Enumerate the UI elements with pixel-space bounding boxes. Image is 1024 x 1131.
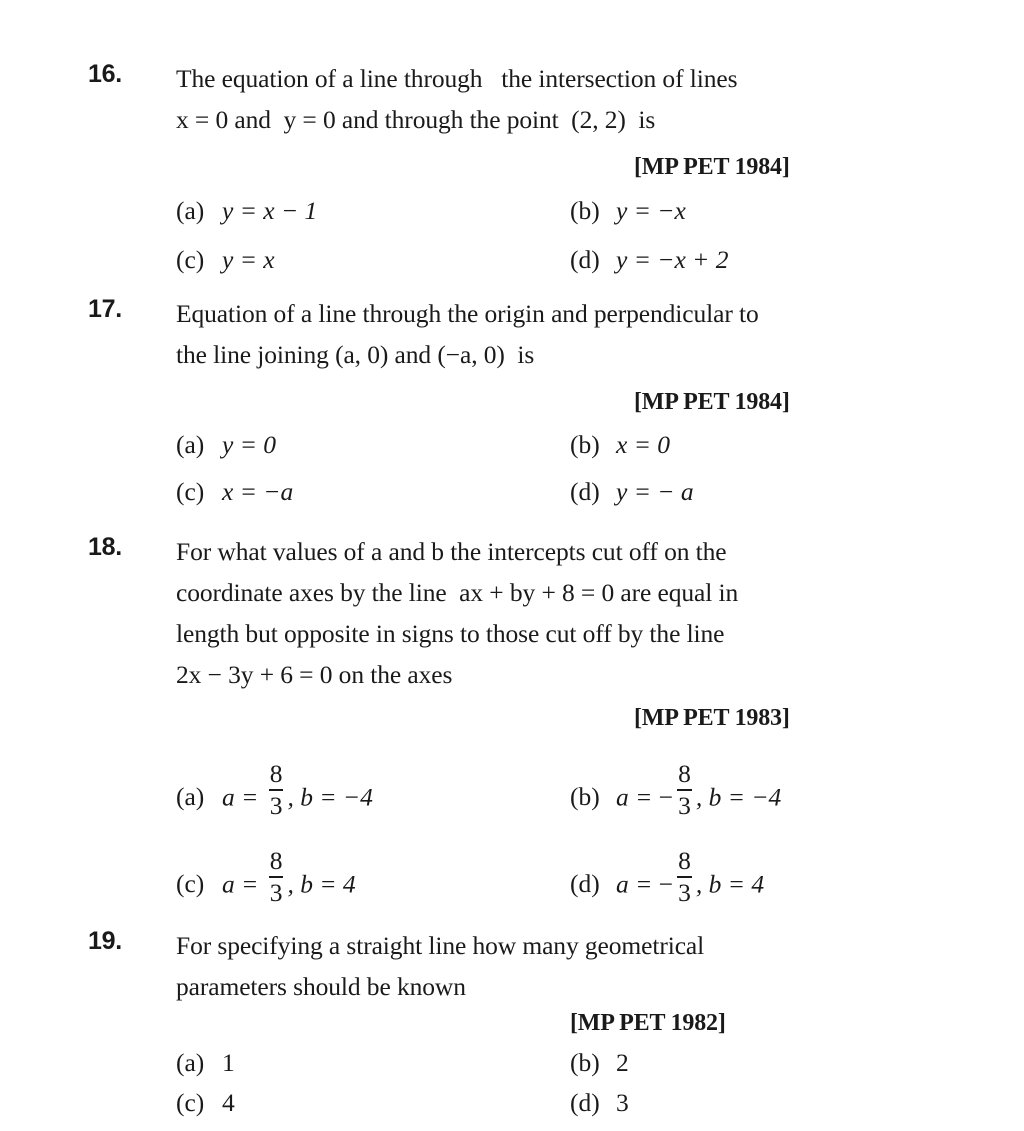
question-line: For specifying a straight line how many geometrical: [176, 931, 705, 960]
question-line: The equation of a line through the intersection of lines: [176, 64, 738, 93]
question-line: 2x − 3y + 6 = 0 on the axes: [176, 660, 453, 689]
option-19-b[interactable]: [570, 1046, 629, 1080]
option-suffix: , b = 4: [287, 869, 356, 899]
option-value: y = x − 1: [222, 196, 318, 225]
fraction-numerator: 8: [678, 758, 691, 788]
exam-tag-18: [MP PET 1983]: [634, 705, 790, 731]
question-number-16: 16.: [88, 60, 122, 88]
question-line: Equation of a line through the origin and perpendicular to: [176, 299, 759, 328]
option-label: (c): [176, 1088, 205, 1117]
option-value: y = − a: [616, 477, 694, 506]
option-17-a[interactable]: [176, 428, 276, 462]
option-19-d[interactable]: [570, 1086, 629, 1120]
fraction: [267, 845, 286, 907]
option-value: [222, 845, 356, 908]
option-label: (d): [570, 869, 600, 899]
question-text-18: [176, 531, 976, 695]
option-19-c[interactable]: [176, 1086, 235, 1120]
option-17-c[interactable]: [176, 475, 293, 509]
option-value: y = x: [222, 245, 275, 274]
question-number-17: 17.: [88, 295, 122, 323]
option-17-d[interactable]: [570, 475, 694, 509]
option-18-d[interactable]: [570, 845, 765, 908]
fraction-denominator: 3: [678, 790, 691, 820]
question-line: coordinate axes by the line ax + by + 8 = 0 are equal in: [176, 578, 739, 607]
option-16-b[interactable]: [570, 194, 686, 228]
question-text-19: [176, 925, 976, 1007]
option-value: 2: [616, 1048, 629, 1077]
option-label: (b): [570, 430, 600, 459]
question-text-17: [176, 293, 976, 375]
option-16-a[interactable]: [176, 194, 317, 228]
option-value: y = 0: [222, 430, 277, 459]
exam-tag-16: [MP PET 1984]: [634, 154, 790, 180]
option-label: (b): [570, 782, 600, 812]
option-value: y = −x + 2: [616, 245, 729, 274]
option-label: (b): [570, 196, 600, 225]
option-value: 4: [222, 1088, 235, 1117]
option-sign: −: [658, 782, 674, 812]
option-16-d[interactable]: [570, 243, 729, 277]
question-line: the line joining (a, 0) and (−a, 0) is: [176, 340, 535, 369]
fraction: [267, 758, 286, 820]
option-label: (d): [570, 477, 600, 506]
exam-tag-17: [MP PET 1984]: [634, 389, 790, 415]
option-value: y = −x: [616, 196, 686, 225]
option-suffix: , b = 4: [695, 869, 765, 899]
fraction: [675, 758, 694, 820]
option-value: x = 0: [616, 430, 671, 459]
question-number-19: 19.: [88, 927, 122, 955]
option-value: x = −a: [222, 477, 294, 506]
option-18-b[interactable]: [570, 758, 782, 821]
question-line: length but opposite in signs to those cut off by the line: [176, 619, 725, 648]
fraction-numerator: 8: [678, 845, 691, 875]
option-sign: −: [658, 869, 674, 899]
option-prefix: a =: [222, 782, 265, 812]
option-label: (a): [176, 782, 205, 812]
fraction-denominator: 3: [678, 877, 691, 907]
fraction-denominator: 3: [269, 790, 283, 820]
option-label: (d): [570, 245, 600, 274]
option-18-c[interactable]: [176, 845, 356, 908]
option-label: (b): [570, 1048, 600, 1077]
question-line: For what values of a and b the intercepts cut off on the: [176, 537, 727, 566]
option-label: (c): [176, 245, 205, 274]
option-value: [222, 758, 373, 821]
option-value: 3: [616, 1088, 629, 1117]
option-label: (a): [176, 430, 205, 459]
option-17-b[interactable]: [570, 428, 670, 462]
option-suffix: , b = −4: [695, 782, 782, 812]
fraction-denominator: 3: [269, 877, 283, 907]
question-line: x = 0 and y = 0 and through the point (2, 2) is: [176, 105, 656, 134]
option-prefix: a =: [222, 869, 265, 899]
option-label: (d): [570, 1088, 600, 1117]
fraction: [675, 845, 694, 907]
fraction-numerator: 8: [269, 845, 283, 875]
question-number-18: 18.: [88, 533, 122, 561]
option-label: (c): [176, 477, 205, 506]
option-prefix: a =: [616, 869, 659, 899]
option-prefix: a =: [616, 782, 659, 812]
option-19-a[interactable]: [176, 1046, 235, 1080]
exam-tag-19: [MP PET 1982]: [570, 1010, 726, 1036]
option-value: 1: [222, 1048, 235, 1077]
option-suffix: , b = −4: [287, 782, 373, 812]
option-value: [616, 845, 765, 908]
option-16-c[interactable]: [176, 243, 275, 277]
fraction-numerator: 8: [269, 758, 283, 788]
option-label: (c): [176, 869, 205, 899]
question-line: parameters should be known: [176, 972, 466, 1001]
option-18-a[interactable]: [176, 758, 373, 821]
question-text-16: [176, 58, 976, 140]
option-value: [616, 758, 782, 821]
option-label: (a): [176, 1048, 205, 1077]
option-label: (a): [176, 196, 205, 225]
